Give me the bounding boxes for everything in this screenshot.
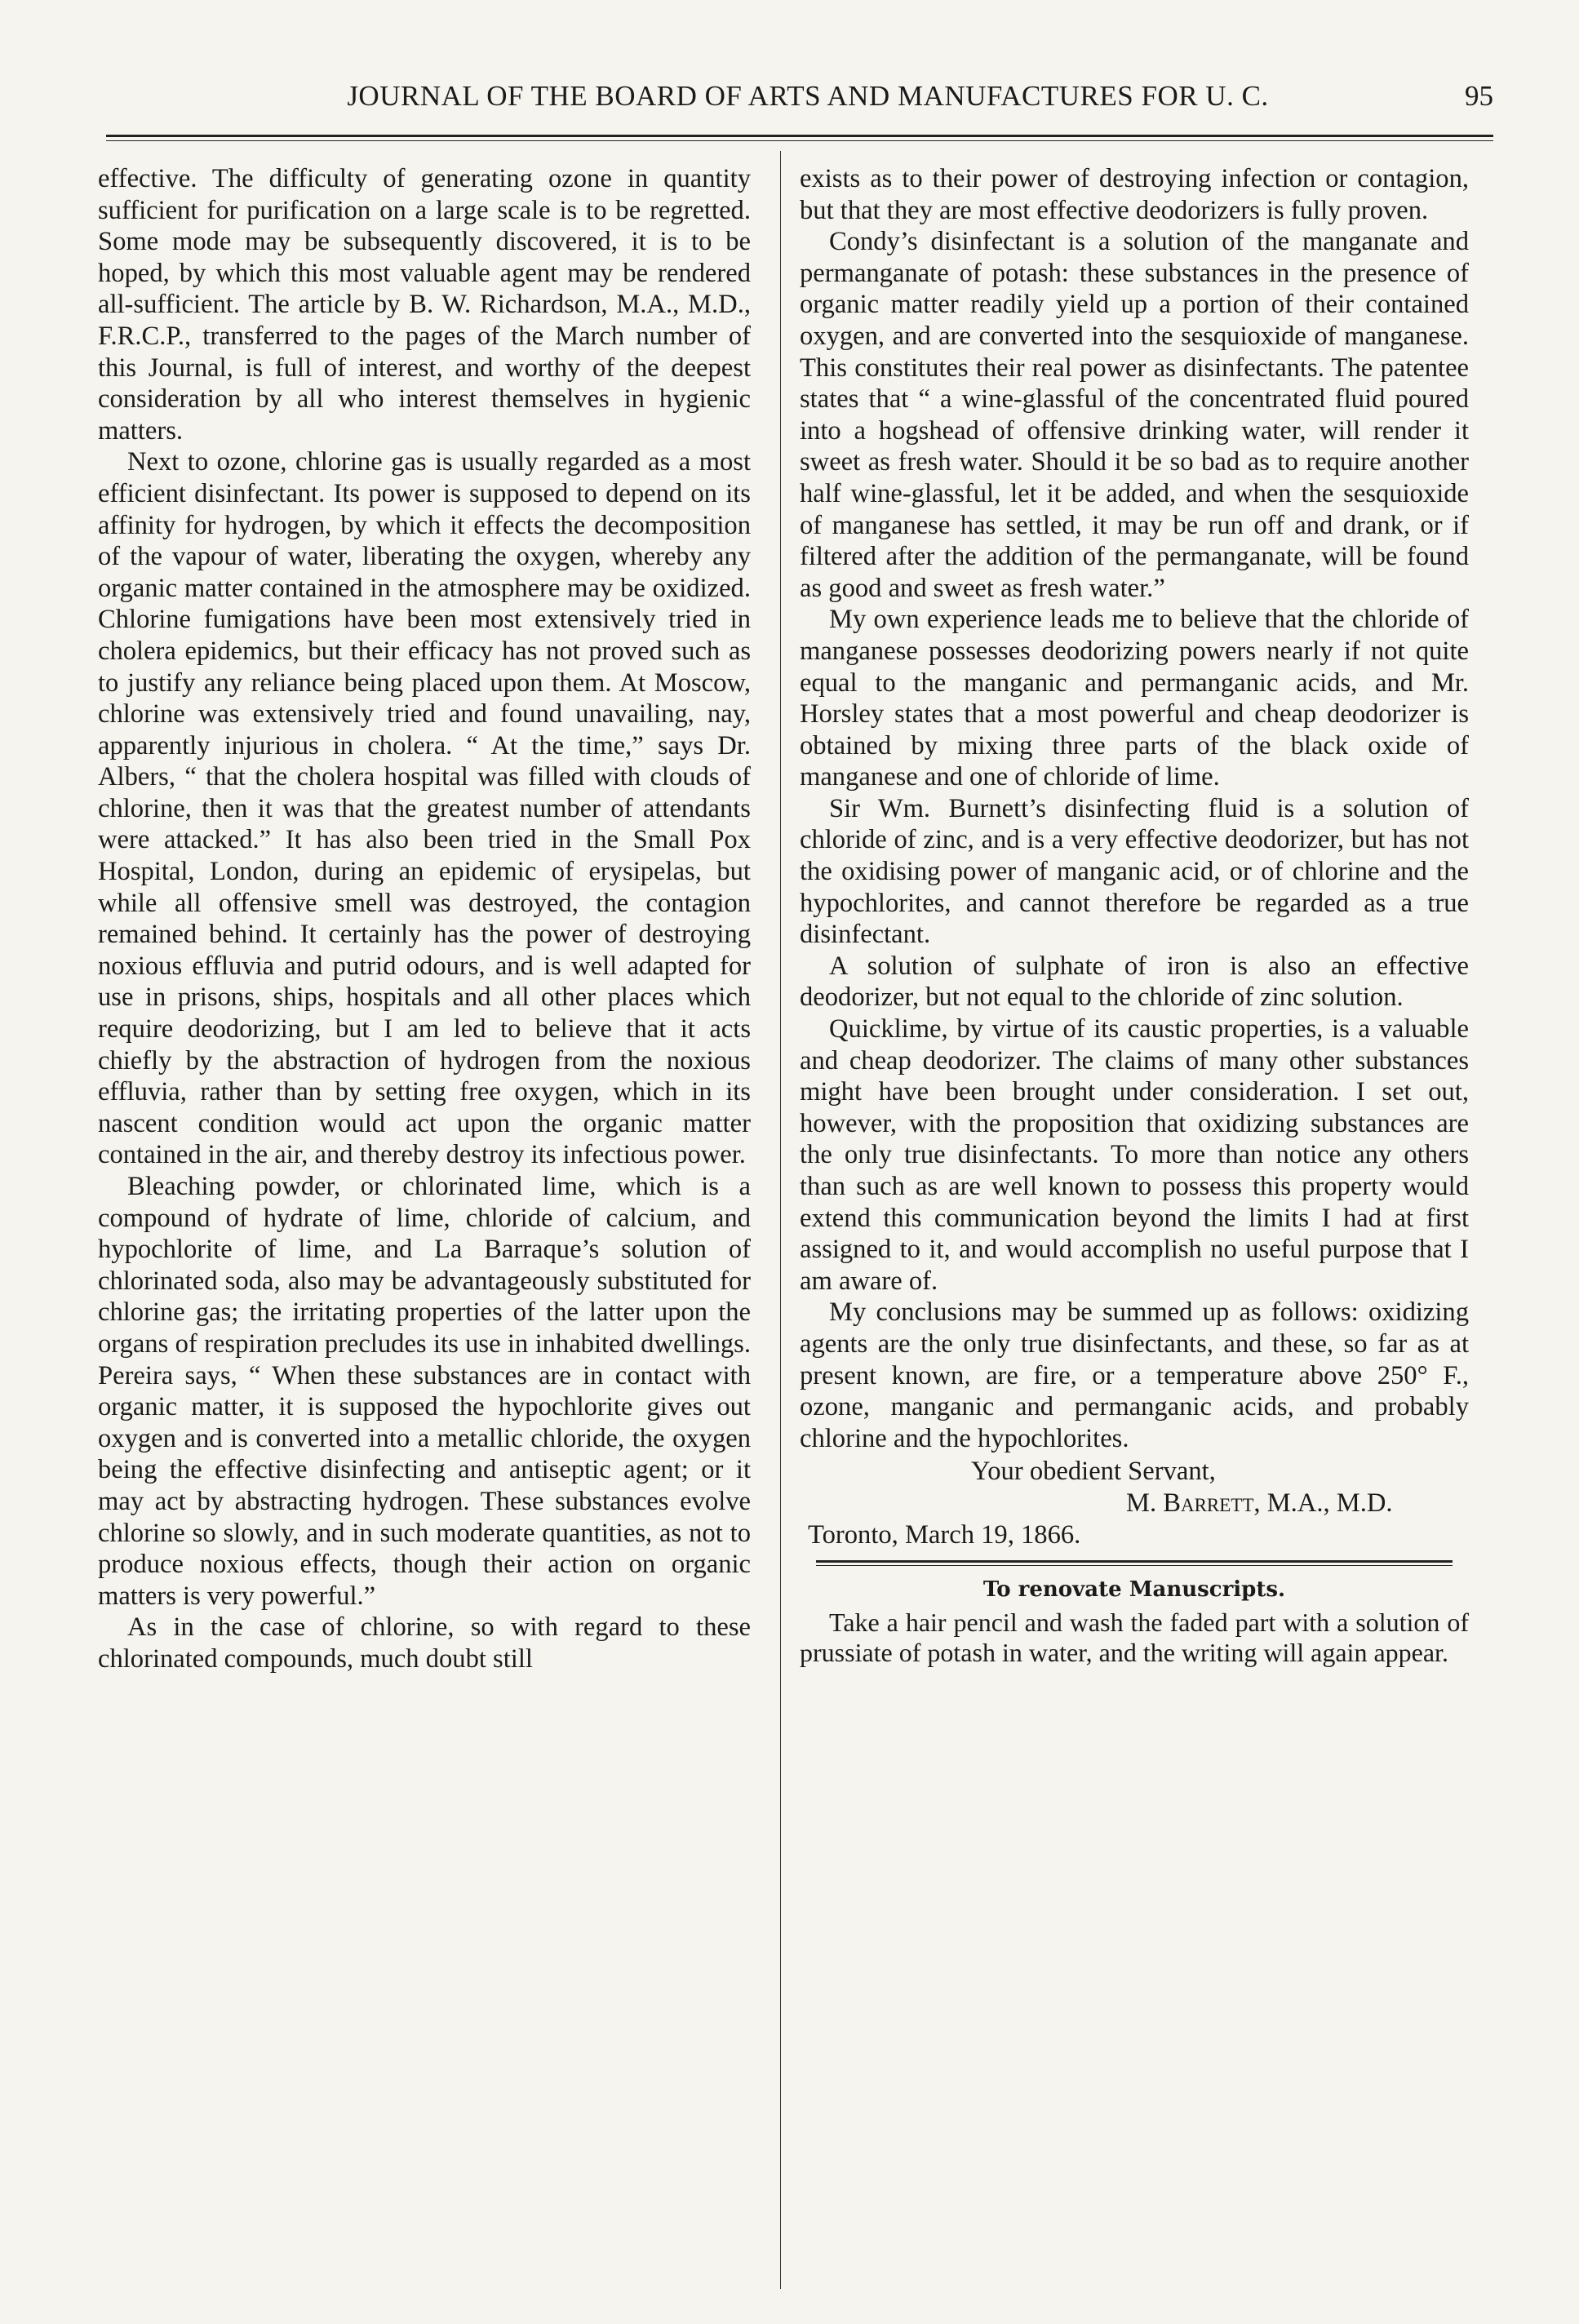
paragraph: Quicklime, by virtue of its caustic properties, is a valuable and cheap deodorizer. The claims of many other substances might have been brought under consideration. I set out, however, with the proposition that oxidizing substances are the only true disinfectants. To more than notice any others than such as are well known to possess this property would extend this communication beyond the limits I had at first assigned to it, and would accomplish no useful purpose that I am aware of.: [800, 1014, 1469, 1296]
signature: M. Barrett, M.A., M.D.: [1126, 1488, 1393, 1518]
page-header: [106, 72, 1493, 129]
paragraph: My own experience leads me to believe that the chloride of manganese possesses deodorizing powers nearly if not quite equal to the manganic and permanganic acids, and Mr. Horsley states that a most powerful and cheap deodorizer is obtained by mixing three parts of the black oxide of manganese and one of chloride of lime.: [800, 605, 1469, 792]
section-rule: [816, 1560, 1453, 1566]
closing-salutation: Your obedient Servant,: [971, 1457, 1216, 1487]
paragraph: Next to ozone, chlorine gas is usually regarded as a most efficient disinfectant. Its power is supposed to depend on its affinity for hydrogen, by which it effects the decomposition of the vapour of water, liberating the oxygen, whereby any organic matter contained in the atmosphere may be oxidized. Chlorine fumigations have been most extensively tried in cholera epidemics, but their efficacy has not proved such as to justify any reliance being placed upon them. At Moscow, chlorine was extensively tried and found unavailing, nay, apparently injurious in cholera. “ At the time,” says Dr. Albers, “ that the cholera hospital was filled with clouds of chlorine, then it was that the greatest number of attendants were attacked.” It has also been tried in the Small Pox Hospital, London, during an epidemic of erysipelas, but while all offensive smell was destroyed, the contagion remained behind. It certainly has the power of destroying noxious effluvia and putrid odours, and is well adapted for use in prisons, ships, hospitals and all other places which require deodorizing, but I am led to believe that it acts chiefly by the abstraction of hydrogen from the noxious effluvia, rather than by setting free oxygen, which in its nascent condition would act upon the organic matter contained in the air, and thereby destroy its infectious power.: [98, 447, 751, 1170]
paragraph: Condy’s disinfectant is a solution of the manganate and permanganate of potash: these substances in the presence of organic matter readily yield up a portion of their contained oxygen, and are converted into the sesquioxide of manganese. This constitutes their real power as disinfectants. The patentee states that “ a wine-glassful of the concentrated fluid poured into a hogshead of offensive drinking water, will render it sweet as fresh water. Should it be so bad as to require another half wine-glassful, let it be added, and when the sesquioxide of manganese has settled, it may be run off and drank, or if filtered after the addition of the permanganate, will be found as good and sweet as fresh water.”: [800, 227, 1469, 603]
place-date: Toronto, March 19, 1866.: [808, 1519, 1081, 1550]
header-rule: [106, 135, 1493, 141]
paragraph: Sir Wm. Burnett’s disinfecting fluid is a solution of chloride of zinc, and is a very effective deodorizer, but has not the oxidising power of manganic acid, or of chlorine and the hypochlorites, and cannot therefore be regarded as a true disinfectant.: [800, 793, 1469, 950]
column-divider: [780, 151, 781, 2289]
paragraph: As in the case of chlorine, so with regard to these chlorinated compounds, much doubt still: [98, 1612, 751, 1674]
notice-body: Take a hair pencil and wash the faded part with a solution of prussiate of potash in water, and the writing will again appear.: [800, 1607, 1469, 1667]
left-column: [98, 163, 751, 2252]
paragraph: exists as to their power of destroying infection or contagion, but that they are most effective deodorizers is fully proven.: [800, 164, 1469, 225]
paragraph: effective. The difficulty of generating ozone in quantity sufficient for purification on a large scale is to be regretted. Some mode may be subsequently discovered, it is to be hoped, by which this most valuable agent may be rendered all-sufficient. The article by B. W. Richardson, M.A., M.D., F.R.C.P., transferred to the pages of the March number of this Journal, is full of interest, and worthy of the deepest consideration by all who interest themselves in hygienic matters.: [98, 164, 751, 446]
page-number: 95: [1465, 80, 1493, 112]
paragraph: A solution of sulphate of iron is also an effective deodorizer, but not equal to the chloride of zinc solution.: [800, 951, 1469, 1013]
paragraph: Bleaching powder, or chlorinated lime, which is a compound of hydrate of lime, chloride of calcium, and hypochlorite of lime, and La Barraque’s solution of chlorinated soda, also may be advantageously substituted for chlorine gas; the irritating properties of the latter upon the organs of respiration precludes its use in inhabited dwellings. Pereira says, “ When these substances are in contact with organic matter, it is supposed the hypochlorite gives out oxygen and is converted into a metallic chloride, the oxygen being the effective disinfecting and antiseptic agent; or it may act by abstracting hydrogen. These substances evolve chlorine so slowly, and in such moderate quantities, as not to produce noxious effects, though their action on organic matters is very powerful.”: [98, 1172, 751, 1611]
running-title: JOURNAL OF THE BOARD OF ARTS AND MANUFACTURES FOR U. C.: [347, 80, 1269, 112]
paragraph: My conclusions may be summed up as follows: oxidizing agents are the only true disinfectants, and these, so far as at present known, are fire, or a temperature above 250° F., ozone, manganic and permanganic acids, and probably chlorine and the hypochlorites.: [800, 1297, 1469, 1453]
letter-closing: [800, 1456, 1469, 1550]
notice-title: To renovate Manuscripts.: [982, 1577, 1286, 1603]
right-column: [800, 163, 1469, 2252]
